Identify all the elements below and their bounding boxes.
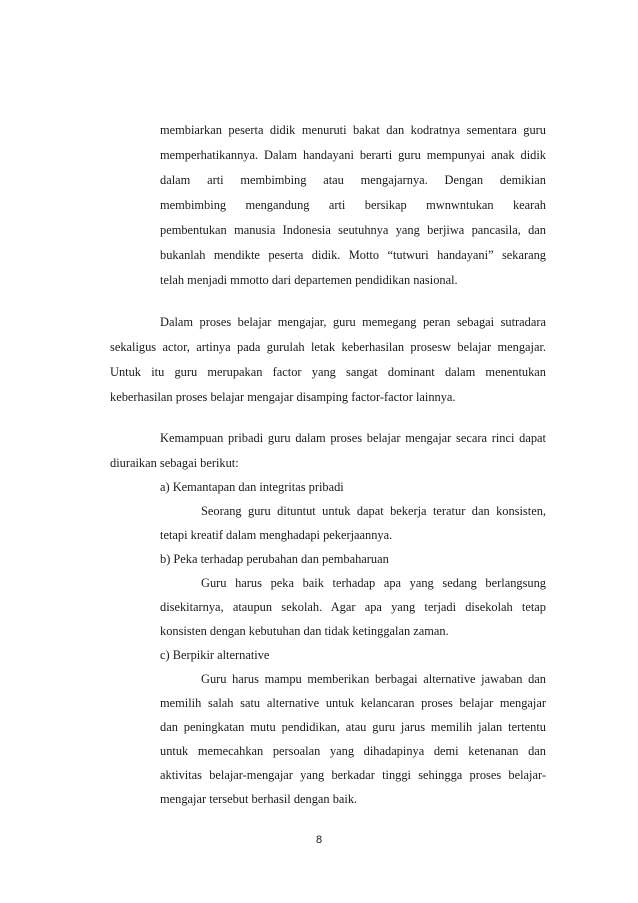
paragraph-3-line-2: diuraikan sebagai berikut: [110, 456, 239, 470]
paragraph-1-line-5: pembentukan manusia Indonesia seutuhnya yang berjiwa pancasila, dan [160, 223, 546, 237]
list-item-b-line-2: disekitarnya, ataupun sekolah. Agar apa yang terjadi disekolah tetap [160, 600, 546, 614]
paragraph-1-line-6: bukanlah mendikte peserta didik. Motto “tutwuri handayani” sekarang [160, 248, 546, 262]
list-item-c-line-6: mengajar tersebut berhasil dengan baik. [160, 792, 358, 806]
paragraph-2-line-3: Untuk itu guru merupakan factor yang sangat dominant dalam menentukan [110, 365, 546, 379]
list-item-a-line-1: Seorang guru dituntut untuk dapat bekerja teratur dan konsisten, [201, 504, 546, 518]
paragraph-2-line-2: sekaligus actor, artinya pada gurulah letak keberhasilan prosesw belajar mengajar. [110, 340, 546, 354]
list-item-b-heading: b) Peka terhadap perubahan dan pembaharuan [160, 552, 389, 566]
paragraph-1-line-2: memperhatikannya. Dalam handayani berarti guru mempunyai anak didik [160, 148, 546, 162]
list-item-c-line-5: aktivitas belajar-mengajar yang berkadar tinggi sehingga proses belajar- [160, 768, 546, 782]
list-item-c-line-4: untuk memecahkan persoalan yang dihadapinya demi ketenanan dan [160, 744, 546, 758]
paragraph-1-line-3: dalam arti membimbing atau mengajarnya. Dengan demikian [160, 173, 546, 187]
paragraph-2-line-4: keberhasilan proses belajar mengajar disamping factor-factor lainnya. [110, 390, 456, 404]
list-item-c-line-2: memilih salah satu alternative untuk kelancaran proses belajar mengajar [160, 696, 546, 710]
list-item-a-line-2: tetapi kreatif dalam menghadapi pekerjaannya. [160, 528, 393, 542]
list-item-b-line-1: Guru harus peka baik terhadap apa yang sedang berlangsung [201, 576, 546, 590]
paragraph-1-line-7: telah menjadi mmotto dari departemen pendidikan nasional. [160, 273, 458, 287]
list-item-c-heading: c) Berpikir alternative [160, 648, 270, 662]
page-number: 8 [315, 834, 323, 846]
paragraph-3-line-1: Kemampuan pribadi guru dalam proses belajar mengajar secara rinci dapat [160, 431, 546, 445]
list-item-c-line-1: Guru harus mampu memberikan berbagai alternative jawaban dan [201, 672, 546, 686]
paragraph-1-line-4: membimbing mengandung arti bersikap mwnwntukan kearah [160, 198, 546, 212]
paragraph-1-line-1: membiarkan peserta didik menuruti bakat dan kodratnya sementara guru [160, 123, 546, 137]
list-item-a-heading: a) Kemantapan dan integritas pribadi [160, 480, 344, 494]
paragraph-2-line-1: Dalam proses belajar mengajar, guru memegang peran sebagai sutradara [160, 315, 546, 329]
list-item-b-line-3: konsisten dengan kebutuhan dan tidak ketinggalan zaman. [160, 624, 449, 638]
list-item-c-line-3: dan peningkatan mutu pendidikan, atau guru jarus memilih jalan tertentu [160, 720, 546, 734]
